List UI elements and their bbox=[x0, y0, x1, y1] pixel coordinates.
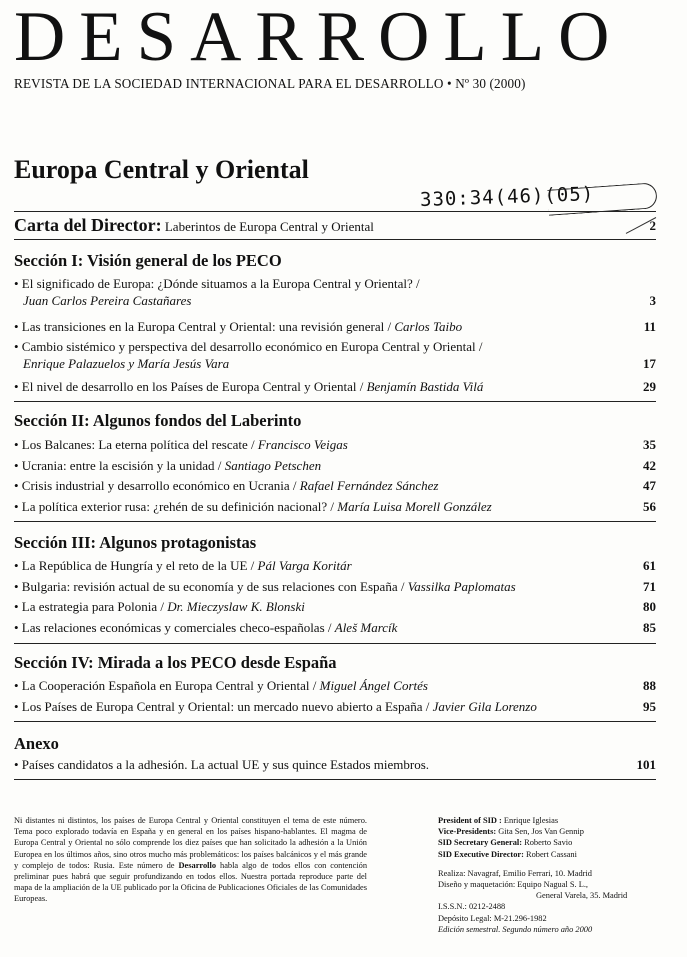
toc-entry[interactable] bbox=[14, 436, 656, 453]
entry-title: • Los Países de Europa Central y Oriental: un mercado nuevo abierto a España / bbox=[14, 699, 430, 714]
divider bbox=[14, 401, 656, 402]
section-heading: Sección IV: Mirada a los PECO desde España bbox=[14, 653, 337, 672]
credit-label: Vice-Presidents: bbox=[438, 827, 497, 837]
editorial-note bbox=[14, 815, 367, 905]
entry-page: 56 bbox=[643, 499, 656, 514]
entry-title: • El significado de Europa: ¿Dónde situamos a la Europa Central y Oriental? / bbox=[14, 276, 420, 291]
credit-label: SID Executive Director: bbox=[438, 849, 524, 859]
toc-entry[interactable] bbox=[14, 677, 656, 694]
entry-title: • Ucrania: entre la escisión y la unidad / bbox=[14, 458, 222, 473]
entry-author: Juan Carlos Pereira Castañares bbox=[23, 293, 192, 308]
entry-title: • La República de Hungría y el reto de la UE / bbox=[14, 558, 255, 573]
divider bbox=[14, 521, 656, 522]
toc-entry[interactable] bbox=[14, 756, 656, 773]
entry-author: Carlos Taibo bbox=[394, 319, 463, 334]
section-heading: Sección III: Algunos protagonistas bbox=[14, 533, 257, 552]
masthead-title: DESARROLLO bbox=[14, 0, 624, 76]
entry-author: Javier Gila Lorenzo bbox=[432, 699, 537, 714]
toc-entry[interactable] bbox=[14, 598, 656, 615]
entry-title: • El nivel de desarrollo en los Países de Europa Central y Oriental / bbox=[14, 379, 364, 394]
design-credit: Diseño y maquetación: Equipo Nagual S. L., bbox=[438, 880, 589, 890]
entry-author: Santiago Petschen bbox=[224, 458, 322, 473]
divider bbox=[14, 643, 656, 644]
toc-entry[interactable] bbox=[14, 698, 656, 715]
entry-author: María Luisa Morell González bbox=[337, 499, 492, 514]
annex-heading: Anexo bbox=[14, 734, 59, 753]
divider bbox=[14, 211, 656, 212]
director-title: Laberintos de Europa Central y Oriental bbox=[164, 219, 374, 234]
entry-page: 17 bbox=[643, 356, 656, 371]
divider bbox=[14, 239, 656, 240]
toc-entry[interactable] bbox=[14, 498, 656, 515]
credit-value: Robert Cassani bbox=[526, 849, 577, 859]
section-heading: Sección I: Visión general de los PECO bbox=[14, 251, 282, 270]
issn: I.S.S.N.: 0212-2488 bbox=[438, 902, 506, 912]
entry-author: Enrique Palazuelos y María Jesús Vara bbox=[23, 356, 230, 371]
entry-title: • La política exterior rusa: ¿rehén de su definición nacional? / bbox=[14, 499, 335, 514]
entry-title: • Crisis industrial y desarrollo económico en Ucrania / bbox=[14, 478, 297, 493]
entry-author: Aleš Marcík bbox=[334, 620, 398, 635]
editorial-journal-name: Desarrollo bbox=[178, 860, 217, 870]
director-label: Carta del Director: bbox=[14, 215, 162, 235]
entry-page: 80 bbox=[643, 599, 656, 614]
issue-title: Europa Central y Oriental bbox=[14, 155, 309, 184]
entry-author: Dr. Mieczyslaw K. Blonski bbox=[167, 599, 305, 614]
credit-label: SID Secretary General: bbox=[438, 838, 523, 848]
entry-page: 29 bbox=[643, 379, 656, 394]
credits-block bbox=[438, 815, 660, 935]
entry-title: • Países candidatos a la adhesión. La actual UE y sus quince Estados miembros. bbox=[14, 757, 430, 772]
entry-title: • Cambio sistémico y perspectiva del desarrollo económico en Europa Central y Oriental / bbox=[14, 339, 483, 354]
design-address: General Varela, 35. Madrid bbox=[536, 891, 628, 901]
credit-value: Enrique Iglesias bbox=[503, 816, 559, 825]
credit-value: Gita Sen, Jos Van Gennip bbox=[498, 827, 584, 837]
handwritten-call-number: 330:34(46)(05) bbox=[419, 182, 595, 212]
entry-title: • Bulgaria: revisión actual de su economía y de sus relaciones con España / bbox=[14, 579, 405, 594]
entry-title: • Las relaciones económicas y comerciales checo-españolas / bbox=[14, 620, 332, 635]
toc-entry[interactable] bbox=[14, 477, 656, 494]
entry-page: 71 bbox=[643, 579, 656, 594]
entry-author: Pál Varga Koritár bbox=[257, 558, 352, 573]
entry-title: • La estrategia para Polonia / bbox=[14, 599, 165, 614]
toc-entry[interactable] bbox=[14, 578, 656, 595]
entry-author: Vassilka Paplomatas bbox=[407, 579, 516, 594]
toc-entry[interactable] bbox=[14, 338, 656, 372]
entry-page: 88 bbox=[643, 678, 656, 693]
toc-entry[interactable] bbox=[14, 619, 656, 636]
section-heading: Sección II: Algunos fondos del Laberinto bbox=[14, 411, 302, 430]
legal-deposit: Depósito Legal: M-21.296-1982 bbox=[438, 913, 547, 923]
director-page-number: 2 bbox=[649, 218, 656, 233]
entry-page: 85 bbox=[643, 620, 656, 635]
entry-author: Benjamín Bastida Vilá bbox=[366, 379, 484, 394]
entry-title: • Las transiciones en la Europa Central y Oriental: una revisión general / bbox=[14, 319, 392, 334]
entry-author: Francisco Veigas bbox=[257, 437, 348, 452]
director-letter-entry[interactable] bbox=[14, 215, 656, 236]
entry-title: • Los Balcanes: La eterna política del rescate / bbox=[14, 437, 255, 452]
divider bbox=[14, 779, 656, 780]
toc-entry[interactable] bbox=[14, 378, 656, 395]
entry-title: • La Cooperación Española en Europa Central y Oriental / bbox=[14, 678, 317, 693]
entry-page: 61 bbox=[643, 558, 656, 573]
printer-credit: Realiza: Navagraf, Emilio Ferrari, 10. Madrid bbox=[438, 868, 592, 878]
edition-note: Edición semestral. Segundo número año 2000 bbox=[438, 924, 593, 934]
editorial-text: Ni distantes ni distintos, los países de Europa Central y Oriental constituyen el tema de este número. Tema poco explorado todavía en España y en general en los países hispano-hablantes. El magma de Europa Central y Oriental no sólo comprende los diez países que han solicitado la adhesión a la Unión Europea en los últimos años, sino otros mucho más problemáticos: los países balcánicos y el más grande y complejo de todos: Rusia. Este número de bbox=[14, 816, 367, 870]
entry-author: Miguel Ángel Cortés bbox=[319, 678, 428, 693]
entry-page: 47 bbox=[643, 478, 656, 493]
entry-page: 95 bbox=[643, 699, 656, 714]
entry-page: 3 bbox=[649, 293, 656, 308]
masthead-subtitle: REVISTA DE LA SOCIEDAD INTERNACIONAL PARA EL DESARROLLO • Nº 30 (2000) bbox=[14, 76, 526, 91]
toc-entry[interactable] bbox=[14, 275, 656, 309]
divider bbox=[14, 721, 656, 722]
entry-page: 42 bbox=[643, 458, 656, 473]
entry-page: 101 bbox=[636, 757, 656, 772]
entry-page: 35 bbox=[643, 437, 656, 452]
credit-label: President of SID : bbox=[438, 816, 502, 825]
toc-entry[interactable] bbox=[14, 318, 656, 335]
toc-entry[interactable] bbox=[14, 457, 656, 474]
editorial-text: habla algo de todos ellos con contención preliminar pues habrá que seguir profundizando en todos ellos. Nuestra portada reproduce parte del mapa de la ampliación de la UE publicado por la Oficina de Publicaciones Oficiales de las Comunidades Europeas. bbox=[14, 860, 368, 904]
credit-value: Roberto Savio bbox=[524, 838, 573, 848]
entry-page: 11 bbox=[643, 319, 656, 334]
entry-author: Rafael Fernández Sánchez bbox=[299, 478, 439, 493]
toc-entry[interactable] bbox=[14, 557, 656, 574]
